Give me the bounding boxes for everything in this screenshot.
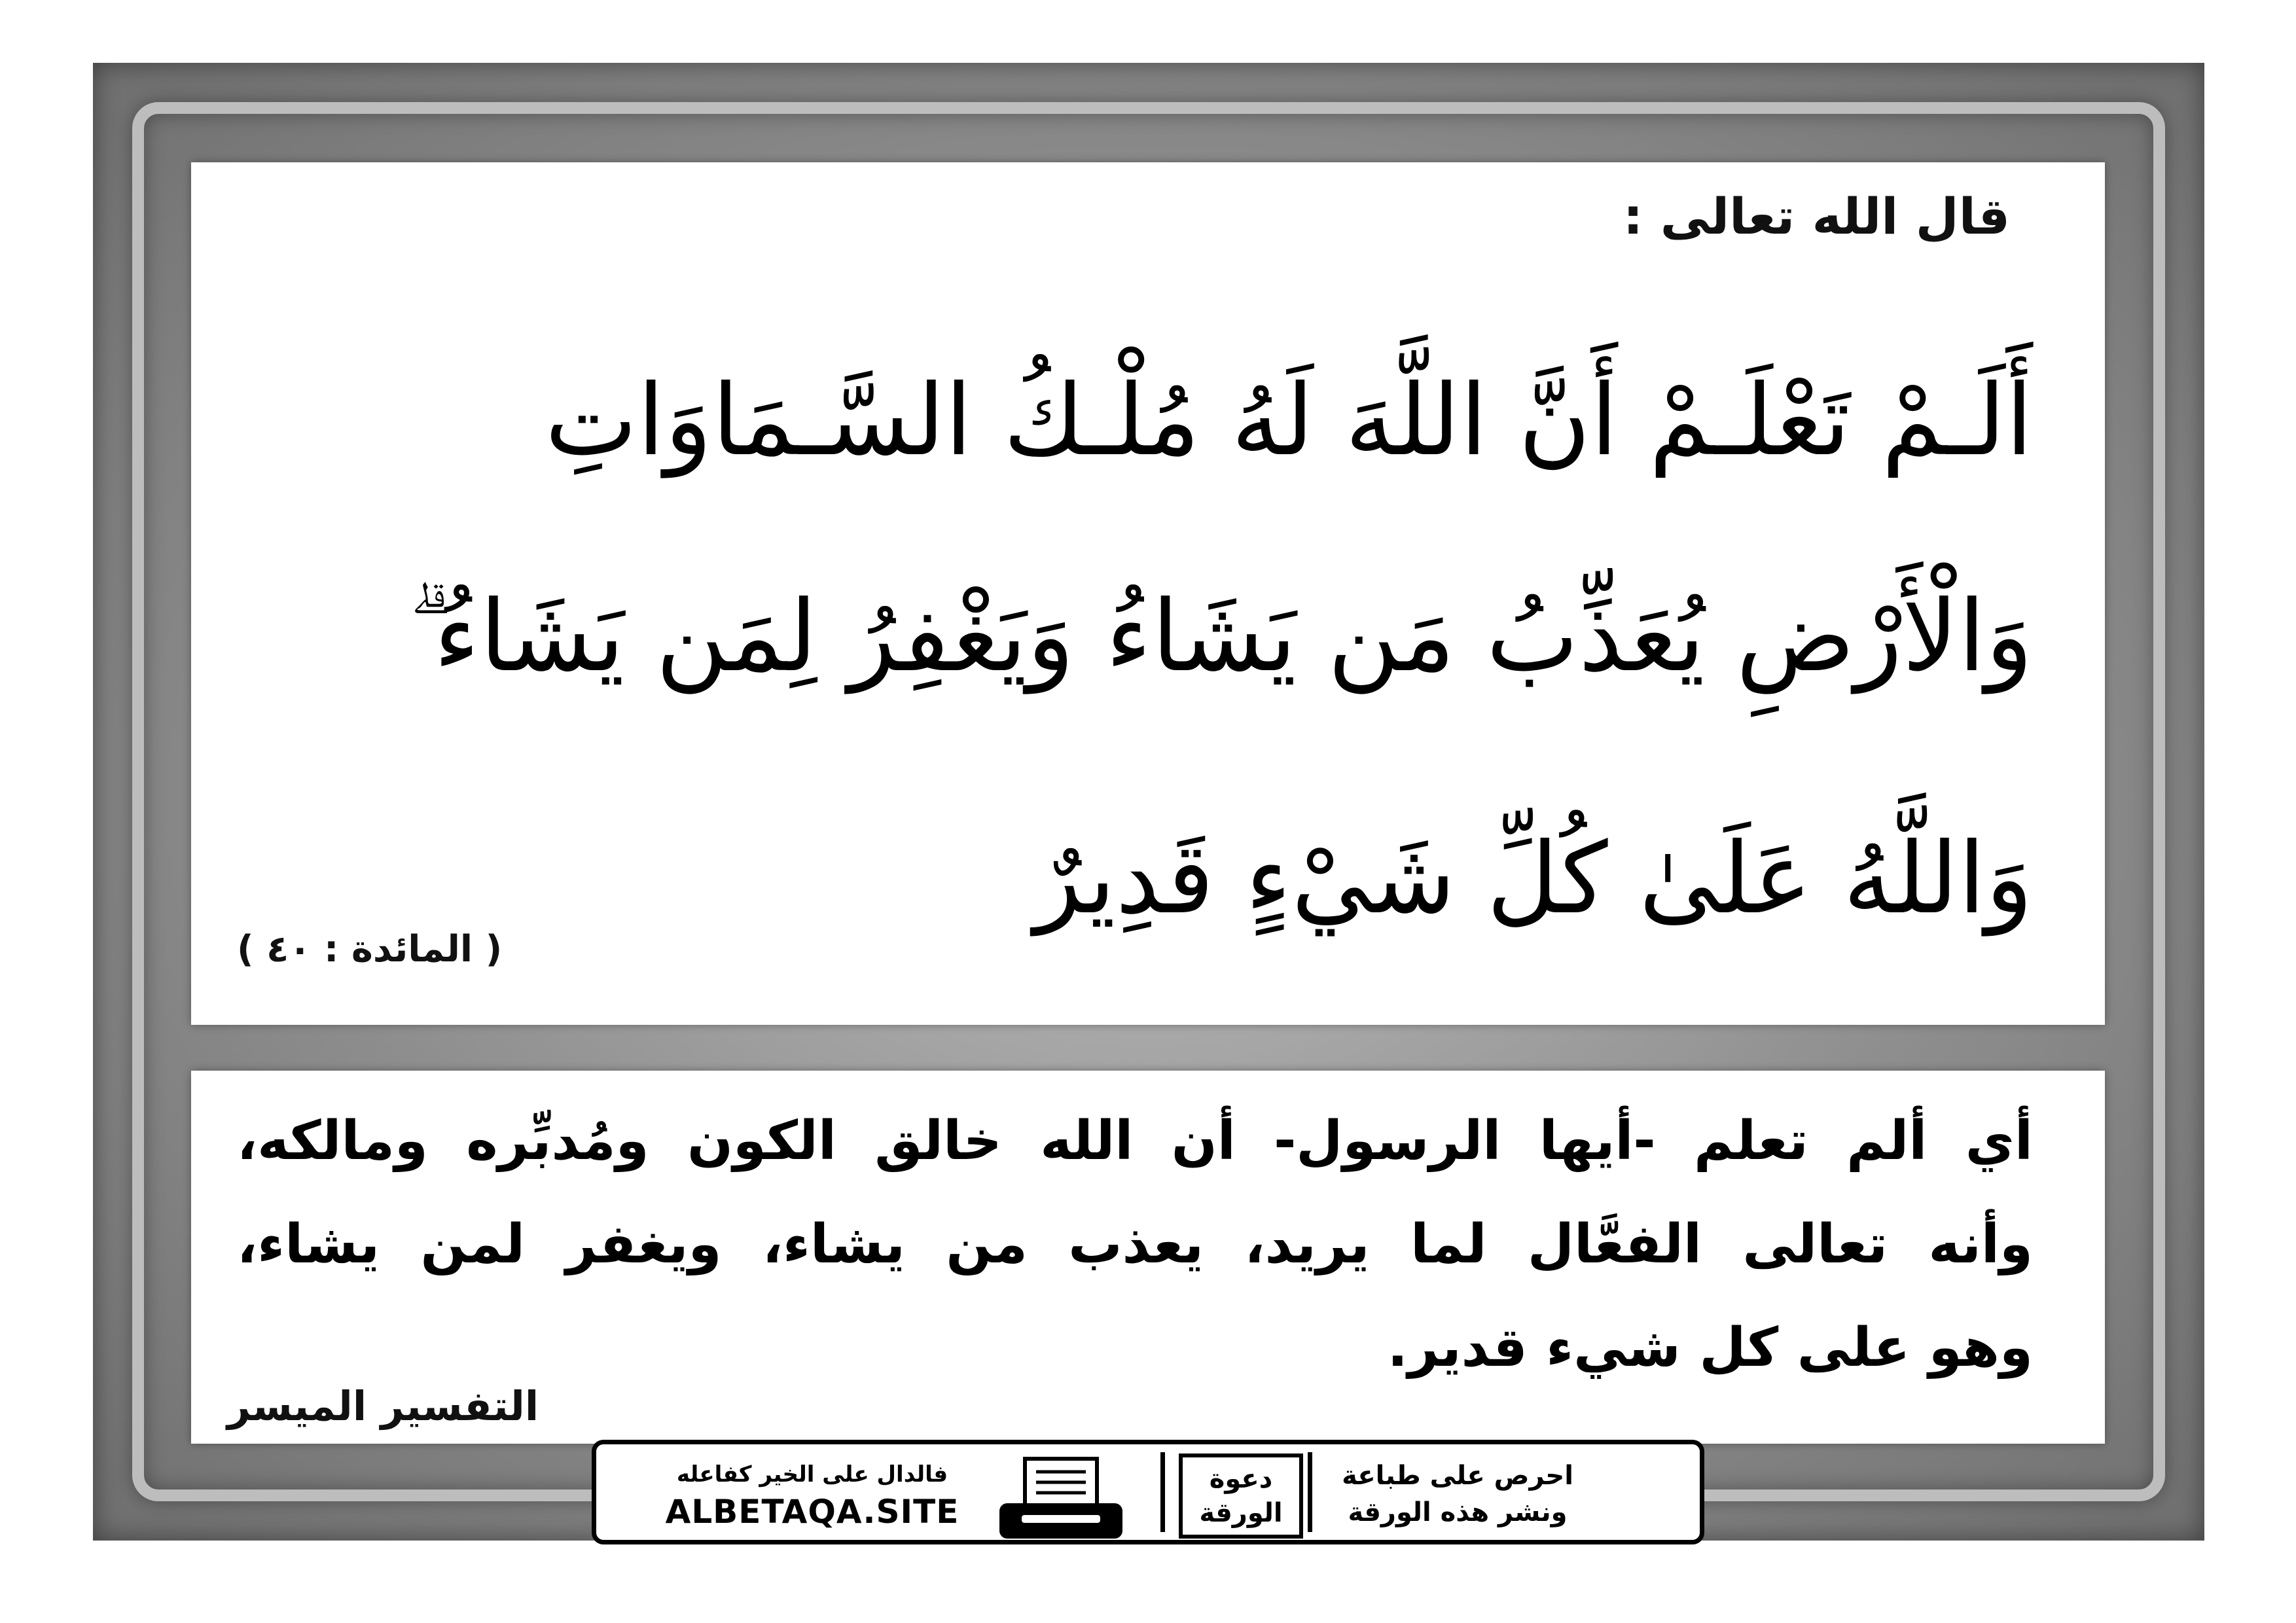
verse-line-3: وَاللَّهُ عَلَىٰ كُلِّ شَيْءٍ قَدِيرٌ [1033, 822, 2033, 936]
verse-line-2: وَالْأَرْضِ يُعَذِّبُ مَن يَشَاءُ وَيَغْفِرُ لِمَن يَشَاءُ ۗ [408, 580, 2033, 694]
cta-line-2: ونشر هذه الورقة [1348, 1497, 1568, 1527]
footer-slogan: فالدال على الخير كفاعله [676, 1461, 948, 1488]
tafsir-line-2: وأنه تعالى الفعَّال لما يريد، يعذب من يشاء، ويغفر لمن يشاء، [237, 1213, 2033, 1275]
verse-panel [191, 162, 2105, 1025]
sura-reference: ( المائدة : ٤٠ ) [237, 928, 503, 971]
footer-call-to-action [1274, 1457, 1641, 1531]
footer-bar [592, 1440, 1704, 1544]
website-link[interactable]: ALBETAQA.SITE [665, 1493, 960, 1531]
logo-word-2: الورقة [1199, 1498, 1283, 1528]
verse-intro: قال الله تعالى : [1623, 187, 2010, 245]
footer-divider [1160, 1452, 1165, 1532]
tafsir-source: التفسير الميسر [227, 1382, 539, 1430]
tafsir-panel [191, 1071, 2105, 1444]
tafsir-line-3: وهو على كل شيء قدير. [1387, 1317, 2033, 1379]
footer-website-block[interactable] [642, 1459, 982, 1533]
tafsir-line-1: أي ألم تعلم -أيها الرسول- أن الله خالق الكون ومُدبِّره ومالكه، [237, 1110, 2033, 1172]
verse-line-1: أَلَـمْ تَعْلَـمْ أَنَّ اللَّهَ لَهُ مُلْـكُ السَّـمَاوَاتِ [545, 364, 2033, 478]
printer-icon [996, 1456, 1126, 1541]
logo-word-1: دعوة [1209, 1464, 1273, 1494]
cta-line-1: احرص على طباعة [1342, 1461, 1573, 1491]
